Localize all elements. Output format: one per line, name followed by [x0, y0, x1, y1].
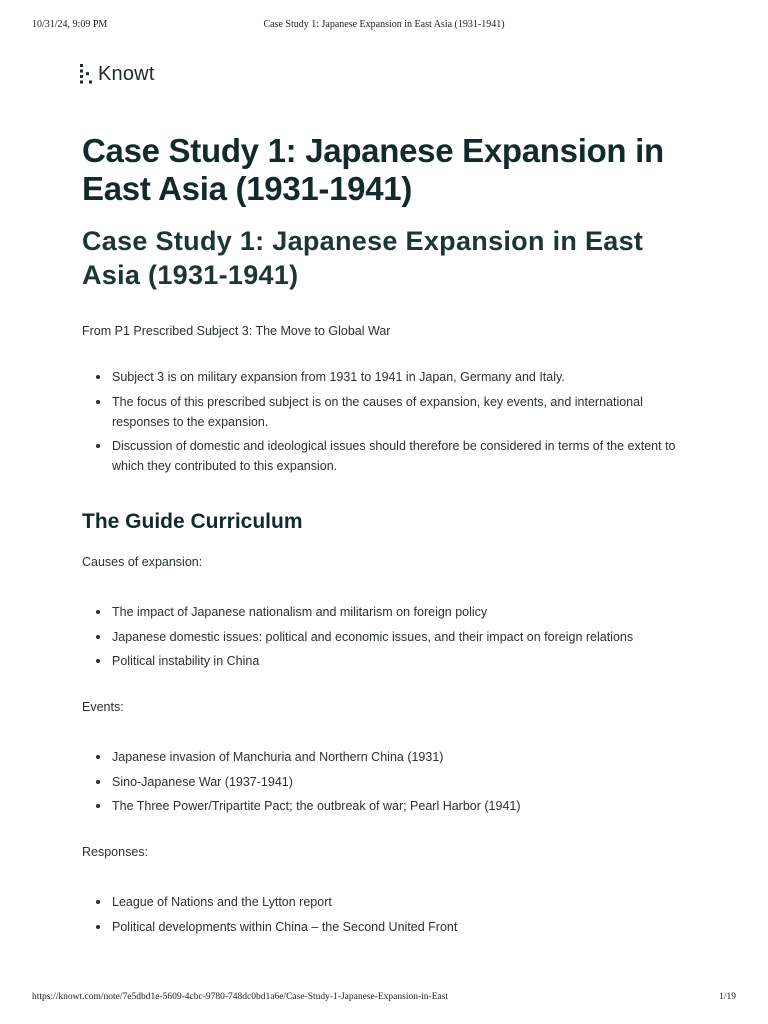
intro-text: From P1 Prescribed Subject 3: The Move to Global War	[82, 324, 391, 338]
causes-list	[82, 602, 692, 671]
list-item: Subject 3 is on military expansion from 1931 to 1941 in Japan, Germany and Italy.	[112, 367, 692, 387]
list-item: Sino-Japanese War (1937-1941)	[112, 772, 692, 792]
knowt-logo[interactable]	[80, 62, 155, 86]
list-item: The focus of this prescribed subject is on the causes of expansion, key events, and international responses to the expansion.	[112, 392, 692, 432]
guide-curriculum-heading: The Guide Curriculum	[82, 510, 303, 533]
page-title: Case Study 1: Japanese Expansion in East Asia (1931-1941)	[82, 132, 664, 207]
print-date: 10/31/24, 9:09 PM	[32, 19, 108, 30]
events-label: Events:	[82, 700, 124, 714]
list-item: The Three Power/Tripartite Pact; the outbreak of war; Pearl Harbor (1941)	[112, 796, 692, 816]
page-subtitle: Case Study 1: Japanese Expansion in East Asia (1931-1941)	[82, 226, 644, 290]
print-footer	[32, 992, 736, 1006]
list-item: Political developments within China – the Second United Front	[112, 917, 692, 937]
causes-label: Causes of expansion:	[82, 555, 203, 569]
list-item: Japanese invasion of Manchuria and Northern China (1931)	[112, 747, 692, 767]
page-number: 1/19	[719, 992, 736, 1002]
print-header	[32, 19, 736, 33]
brand-name: Knowt	[98, 62, 155, 85]
page-url[interactable]: https://knowt.com/note/7e5dbd1e-5609-4cbc-9780-748dc0bd1a6e/Case-Study-1-Japanese-Expansion-in-East	[32, 992, 449, 1002]
events-list	[82, 747, 692, 816]
note-content	[82, 132, 692, 941]
intro-bullet-list	[82, 367, 692, 476]
list-item: Japanese domestic issues: political and economic issues, and their impact on foreign relations	[112, 627, 692, 647]
responses-list	[82, 892, 692, 937]
print-page-title: Case Study 1: Japanese Expansion in East Asia (1931-1941)	[263, 19, 505, 30]
list-item: The impact of Japanese nationalism and militarism on foreign policy	[112, 602, 692, 622]
list-item: League of Nations and the Lytton report	[112, 892, 692, 912]
knowt-logo-icon	[80, 64, 92, 84]
list-item: Discussion of domestic and ideological issues should therefore be considered in terms of the extent to which they contributed to this expansion.	[112, 436, 692, 476]
list-item: Political instability in China	[112, 651, 692, 671]
responses-label: Responses:	[82, 845, 149, 859]
